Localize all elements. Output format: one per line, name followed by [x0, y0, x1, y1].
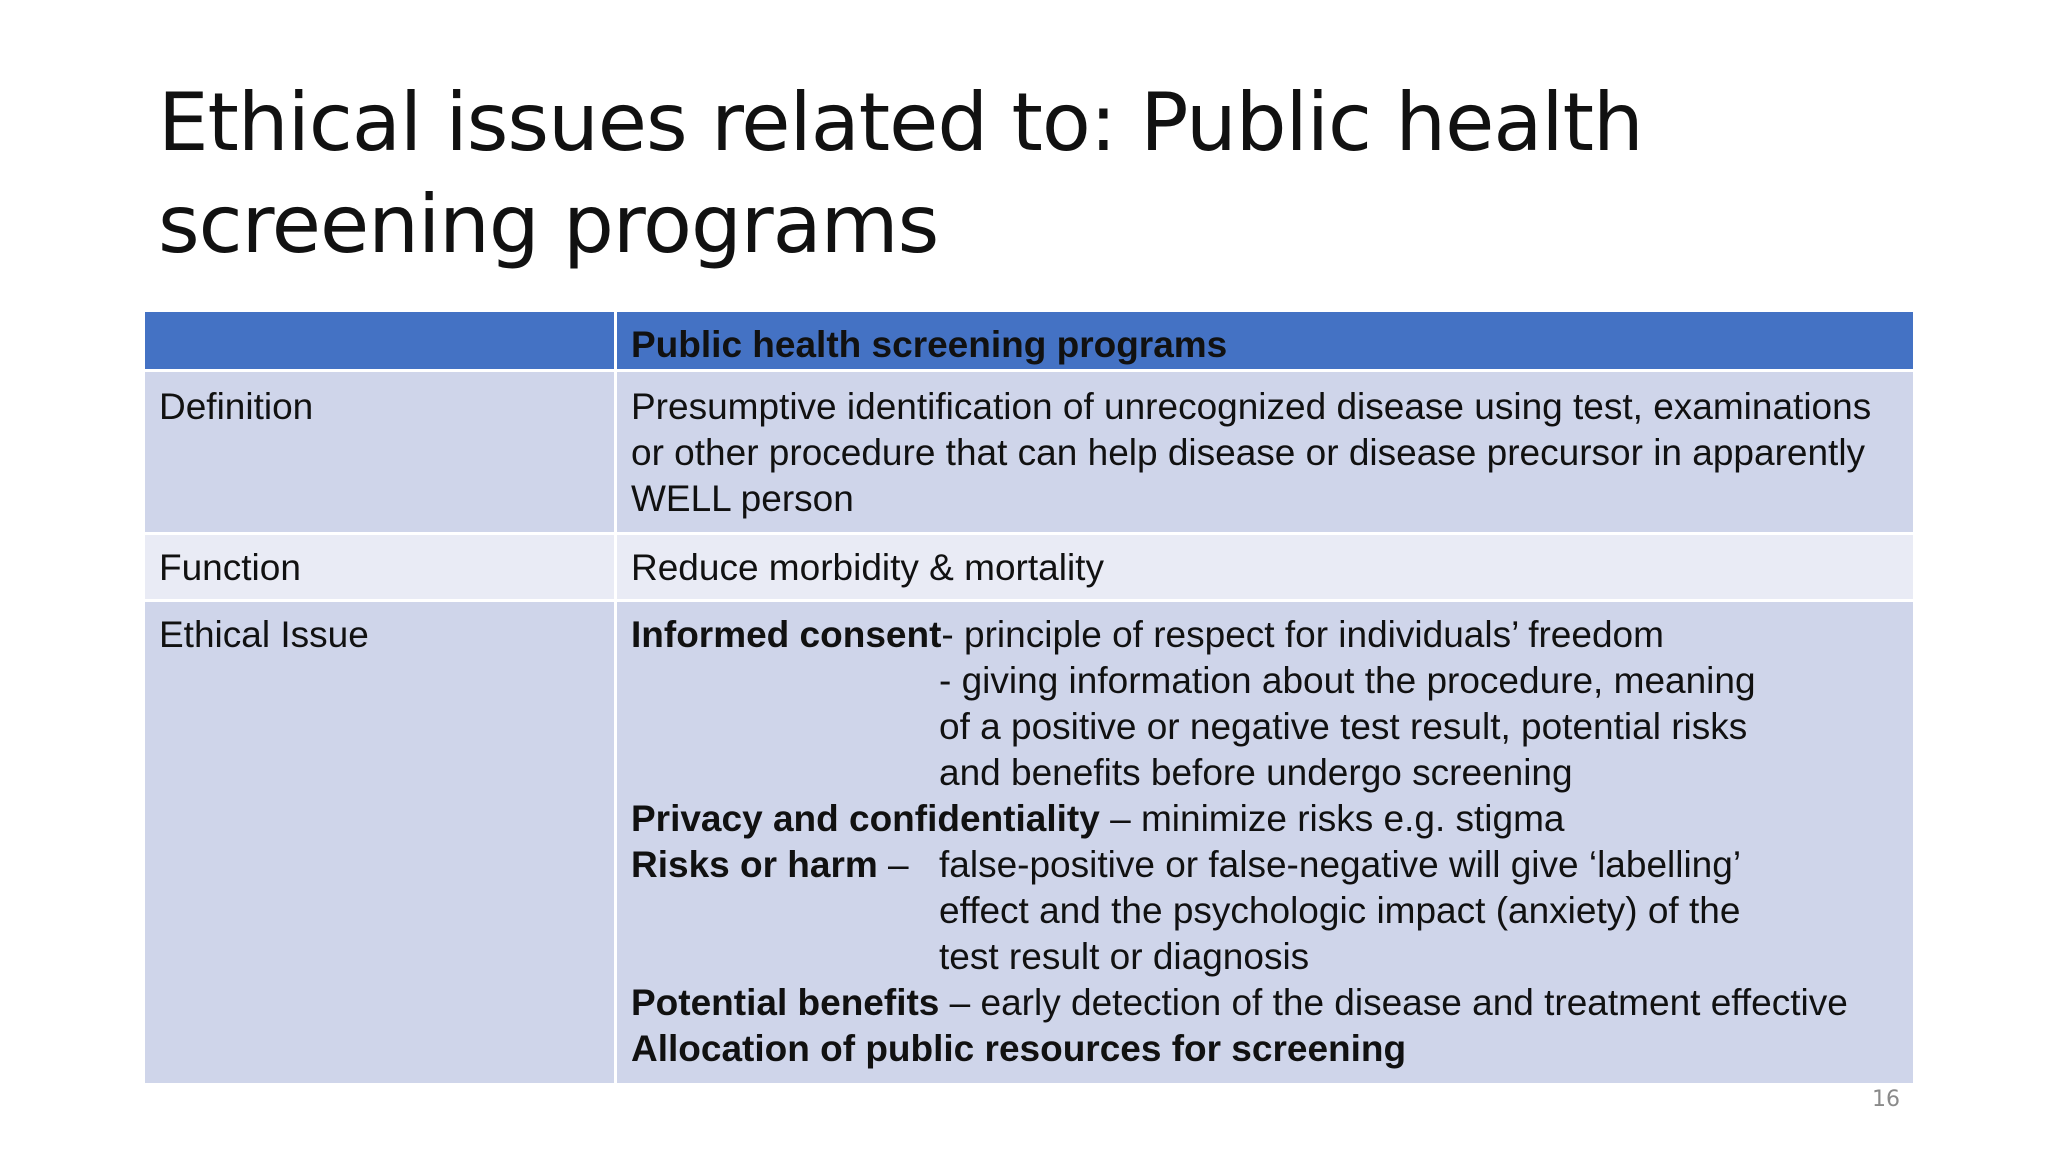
- definition-line: WELL person: [631, 478, 854, 519]
- ethical-issue-label: Ethical Issue: [144, 601, 616, 1085]
- definition-line: Presumptive identification of unrecognized disease using test, examinations: [631, 386, 1872, 427]
- informed-consent-line: [631, 612, 1899, 658]
- screening-table: [142, 309, 1916, 1086]
- risks-dash: –: [877, 844, 919, 885]
- header-cell-empty: [144, 311, 616, 371]
- benefits-text: – early detection of the disease and treatment effective: [939, 982, 1848, 1023]
- page-number: 16: [1872, 1087, 1900, 1112]
- risks-text: effect and the psychologic impact (anxiety) of the: [939, 890, 1741, 931]
- privacy-line: [631, 796, 1899, 842]
- informed-consent-text: and benefits before undergo screening: [939, 752, 1573, 793]
- informed-consent-text: - giving information about the procedure, meaning: [939, 660, 1756, 701]
- risks-line: [631, 842, 1899, 888]
- risks-label: [631, 842, 939, 888]
- slide-title: [158, 72, 1858, 276]
- informed-consent-text: - principle of respect for individuals’ freedom: [941, 614, 1664, 655]
- definition-value: [616, 371, 1915, 534]
- risks-term: Risks or harm: [631, 844, 878, 885]
- benefits-line: [631, 980, 1899, 1026]
- risks-text: false-positive or false-negative will give ‘labelling’: [939, 844, 1742, 885]
- table-row-ethical-issue: [144, 601, 1915, 1085]
- function-label: Function: [144, 534, 616, 601]
- header-cell-programs: Public health screening programs: [616, 311, 1915, 371]
- ethical-issue-value: [616, 601, 1915, 1085]
- definition-label: Definition: [144, 371, 616, 534]
- table-header-row: [144, 311, 1915, 371]
- function-value: Reduce morbidity & mortality: [616, 534, 1915, 601]
- table-row-function: [144, 534, 1915, 601]
- allocation-line: Allocation of public resources for screening: [631, 1028, 1407, 1069]
- informed-consent-text: of a positive or negative test result, potential risks: [939, 706, 1748, 747]
- table-row-definition: [144, 371, 1915, 534]
- risks-text: test result or diagnosis: [939, 936, 1310, 977]
- slide-title-line-2: screening programs: [158, 178, 939, 271]
- privacy-text: – minimize risks e.g. stigma: [1099, 798, 1565, 839]
- slide-title-line-1: Ethical issues related to: Public health: [158, 76, 1643, 169]
- privacy-term: Privacy and confidentiality: [631, 798, 1100, 839]
- benefits-term: Potential benefits: [631, 982, 940, 1023]
- informed-consent-term: Informed consent: [631, 614, 942, 655]
- definition-line: or other procedure that can help disease or disease precursor in apparently: [631, 432, 1866, 473]
